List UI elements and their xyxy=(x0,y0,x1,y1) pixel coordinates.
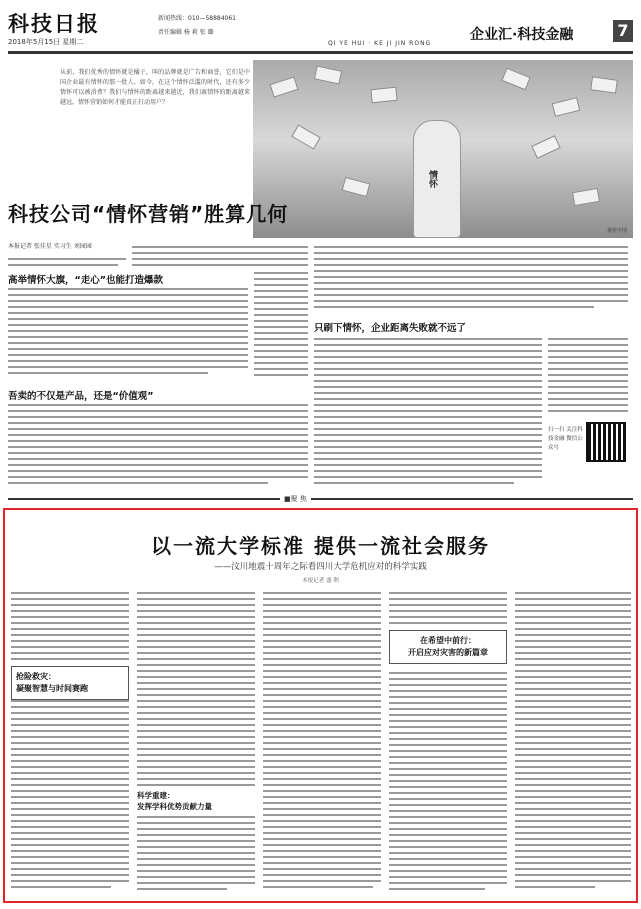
article-headline: 以一流大学标准 提供一流社会服务 xyxy=(151,534,490,558)
photo-shirt-label: 情怀 xyxy=(427,170,437,188)
photo-credit: 视觉中国 xyxy=(606,228,627,234)
feature-byline: 本报记者 张佳星 实习生 刘园园 xyxy=(8,243,92,250)
paper-name: 科技日报 xyxy=(8,11,100,36)
article-subheadline: ——汶川地震十周年之际看四川大学危机应对的科学实践 xyxy=(214,562,427,572)
section-pinyin: QI YE HUI · KE JI JIN RONG xyxy=(328,40,432,47)
article-text-lines xyxy=(11,588,631,898)
editors: 责任编辑 杨 莉 张 璐 xyxy=(158,29,214,36)
highlighted-article xyxy=(3,508,638,903)
section-title: 企业汇·科技金融 xyxy=(470,27,574,43)
masthead xyxy=(8,6,633,54)
feature-subhead-1: 高举情怀大旗，“走心”也能打造爆款 xyxy=(8,275,163,286)
section-divider xyxy=(8,498,633,500)
subhead-reconstruction: 科学重建： 发挥学科优势贡献力量 xyxy=(137,791,212,811)
text-lines xyxy=(8,242,633,492)
editor-info xyxy=(158,12,242,40)
feature-subhead-2: 吾卖的不仅是产品，还是“价值观” xyxy=(8,391,154,402)
qr-code[interactable] xyxy=(586,422,626,462)
feature-intro: 从前，我们优秀的情怀就是橘子，叫的品牌就是广告和商誉，它们是中国企业最有情怀的那一批人。如今，在这个情怀泛滥的时代，还有多少情怀可以被消费？我们与情怀的距离越来越近，我们离情怀的距离越来越远，情怀营销如何才能真正打动用户？ xyxy=(60,69,250,106)
box-head-rescue: 抢险救灾： 凝聚智慧与时间赛跑 xyxy=(11,666,129,700)
qr-caption: 扫一扫 关注科技金融 微信公众号 xyxy=(548,427,583,451)
divider-label: ■聚 焦 xyxy=(280,494,311,504)
news-hotline: 新闻热线：010—58884061 xyxy=(158,15,236,22)
qr-code-block xyxy=(548,422,628,482)
article-body xyxy=(11,588,631,898)
feature-photo xyxy=(253,60,633,238)
article-byline: 本报记者 盛 利 xyxy=(302,578,339,584)
issue-date: 2018年5月15日 星期二 xyxy=(8,38,84,46)
box-head-hope: 在希望中前行： 开启应对灾害的新篇章 xyxy=(389,630,507,664)
page-number: 7 xyxy=(613,20,633,42)
feature-body xyxy=(8,242,633,492)
feature-subhead-3: 只刷下情怀，企业距离失败就不远了 xyxy=(314,323,467,334)
feature-headline: 科技公司“情怀营销”胜算几何 xyxy=(8,202,289,226)
